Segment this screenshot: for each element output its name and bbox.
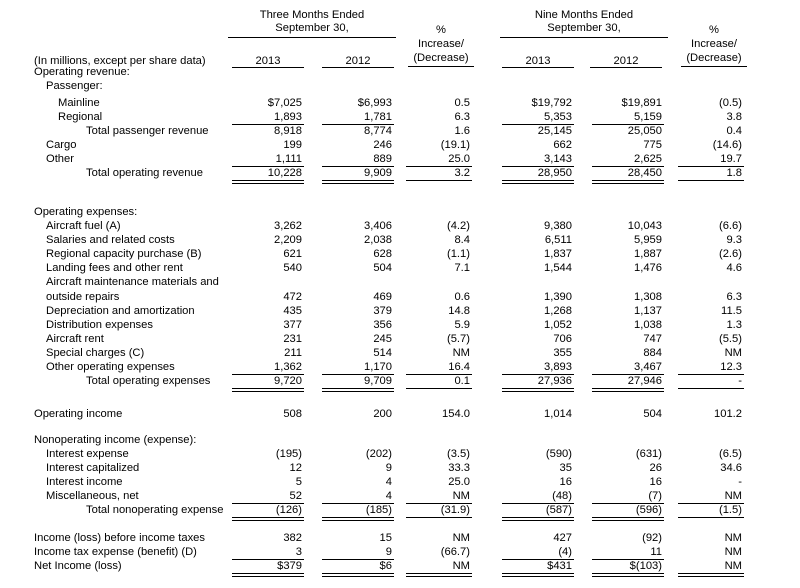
table-cell: 16.4: [448, 361, 470, 373]
row-label: Aircraft fuel (A): [46, 220, 121, 232]
table-cell: 3,262: [274, 220, 302, 232]
table-cell: 9: [385, 462, 392, 474]
table-cell: 540: [283, 262, 302, 274]
single-rule: [406, 180, 472, 181]
single-rule: [678, 388, 744, 389]
table-cell: 9,380: [544, 220, 572, 232]
table-cell: 14.8: [448, 305, 470, 317]
table-cell: (596): [635, 504, 662, 516]
row-label: Interest capitalized: [46, 462, 140, 474]
row-label: Landing fees and other rent: [46, 262, 183, 274]
table-cell: 508: [283, 408, 302, 420]
table-cell: (6.5): [718, 448, 742, 460]
table-cell: 1,544: [544, 262, 572, 274]
table-cell: 15: [379, 532, 392, 544]
row-label: Regional capacity purchase (B): [46, 248, 202, 260]
table-cell: 199: [283, 139, 302, 151]
single-rule: [406, 374, 472, 375]
table-cell: 25,145: [537, 125, 572, 137]
table-cell: NM: [724, 532, 742, 544]
table-cell: NM: [724, 347, 742, 359]
table-cell: 2,209: [274, 234, 302, 246]
single-rule: [502, 559, 574, 560]
table-cell: 9: [385, 546, 392, 558]
row-label: Total operating revenue: [86, 167, 203, 179]
table-cell: 1.3: [726, 319, 742, 331]
row-label: Special charges (C): [46, 347, 145, 359]
single-rule: [406, 503, 472, 504]
table-cell: 356: [373, 319, 392, 331]
table-cell: $7,025: [267, 97, 302, 109]
table-cell: 101.2: [714, 408, 742, 420]
col-rule: [232, 67, 304, 68]
single-rule: [502, 124, 574, 125]
table-cell: 27,946: [627, 375, 662, 387]
table-cell: 6,511: [544, 234, 572, 246]
table-cell: 1,111: [275, 153, 302, 165]
table-cell: 4: [385, 490, 392, 502]
pct-header-line3: (Decrease): [413, 52, 469, 64]
single-rule: [678, 503, 744, 504]
row-label: Operating revenue:: [34, 66, 130, 78]
row-label: Total nonoperating expense: [86, 504, 224, 516]
three-months-rule: [228, 37, 396, 38]
col-2013-3m: 2013: [255, 55, 281, 67]
table-cell: 1,390: [544, 291, 572, 303]
single-rule: [322, 374, 394, 375]
row-label: Other: [46, 153, 74, 165]
single-rule: [232, 559, 304, 560]
table-cell: (195): [275, 448, 302, 460]
pct-header-line2: Increase/: [417, 38, 465, 50]
row-label: Miscellaneous, net: [46, 490, 139, 502]
row-label: Regional: [58, 111, 103, 123]
row-label: Income (loss) before income taxes: [34, 532, 205, 544]
table-cell: (0.5): [718, 97, 742, 109]
single-rule: [406, 388, 472, 389]
nine-months-subheader: September 30,: [547, 22, 621, 34]
table-cell: 10,043: [627, 220, 662, 232]
double-rule: [406, 573, 472, 577]
row-label: Aircraft maintenance materials and: [46, 276, 219, 288]
row-label: Nonoperating income (expense):: [34, 434, 197, 446]
single-rule: [502, 503, 574, 504]
row-label: Aircraft rent: [46, 333, 104, 345]
table-cell: 16: [649, 476, 662, 488]
table-cell: (5.7): [446, 333, 470, 345]
double-rule: [232, 180, 304, 184]
row-label: Operating expenses:: [34, 206, 138, 218]
table-cell: 0.5: [454, 97, 470, 109]
table-cell: 33.3: [448, 462, 470, 474]
double-rule: [322, 573, 394, 577]
table-cell: (631): [635, 448, 662, 460]
table-cell: (1.1): [446, 248, 470, 260]
table-cell: (31.9): [440, 504, 470, 516]
table-cell: 2,625: [634, 153, 662, 165]
table-cell: 472: [283, 291, 302, 303]
table-cell: 382: [283, 532, 302, 544]
row-label: outside repairs: [46, 291, 120, 303]
double-rule: [322, 180, 394, 184]
table-cell: 35: [559, 462, 572, 474]
table-cell: $6: [379, 560, 392, 572]
table-cell: 8,774: [364, 125, 392, 137]
row-label: Operating income: [34, 408, 123, 420]
row-label: Net Income (loss): [34, 560, 122, 572]
row-label: Passenger:: [46, 80, 103, 92]
table-cell: (6.6): [718, 220, 742, 232]
table-cell: 9.3: [726, 234, 742, 246]
row-label: Interest expense: [46, 448, 129, 460]
table-cell: (202): [365, 448, 392, 460]
table-cell: 1,362: [274, 361, 302, 373]
table-cell: 889: [373, 153, 392, 165]
table-cell: 435: [283, 305, 302, 317]
table-cell: 245: [373, 333, 392, 345]
single-rule: [592, 374, 664, 375]
table-cell: 4: [385, 476, 392, 488]
table-cell: (2.6): [718, 248, 742, 260]
col-2013-9m: 2013: [525, 55, 551, 67]
single-rule: [232, 503, 304, 504]
table-cell: 12: [289, 462, 302, 474]
double-rule: [678, 573, 744, 577]
single-rule: [502, 374, 574, 375]
double-rule: [592, 573, 664, 577]
three-months-header: Three Months Ended: [259, 9, 365, 21]
double-rule: [232, 388, 304, 392]
table-cell: 0.1: [454, 375, 470, 387]
table-cell: (14.6): [712, 139, 742, 151]
table-cell: 4.6: [726, 262, 742, 274]
table-cell: NM: [452, 560, 470, 572]
table-cell: (7): [648, 490, 662, 502]
pct-header-rule: [408, 66, 474, 67]
table-cell: 427: [553, 532, 572, 544]
table-cell: 25.0: [448, 153, 470, 165]
table-cell: 6.3: [726, 291, 742, 303]
table-cell: 628: [373, 248, 392, 260]
table-cell: 355: [553, 347, 572, 359]
table-cell: 504: [643, 408, 662, 420]
table-cell: 884: [643, 347, 662, 359]
table-cell: (126): [275, 504, 302, 516]
table-cell: (66.7): [440, 546, 470, 558]
single-rule: [232, 124, 304, 125]
table-cell: $19,792: [531, 97, 572, 109]
row-label: Other operating expenses: [46, 361, 175, 373]
table-cell: (5.5): [718, 333, 742, 345]
table-cell: 1,052: [544, 319, 572, 331]
table-cell: 1,268: [544, 305, 572, 317]
table-cell: NM: [724, 490, 742, 502]
single-rule: [232, 166, 304, 167]
table-cell: NM: [452, 490, 470, 502]
single-rule: [502, 166, 574, 167]
table-cell: 1,137: [634, 305, 662, 317]
table-cell: 25.0: [448, 476, 470, 488]
table-cell: 706: [553, 333, 572, 345]
table-cell: 27,936: [537, 375, 572, 387]
table-cell: 3,143: [544, 153, 572, 165]
col-rule: [502, 67, 574, 68]
table-cell: 28,450: [627, 167, 662, 179]
single-rule: [322, 503, 394, 504]
single-rule: [592, 559, 664, 560]
table-cell: 1.6: [454, 125, 470, 137]
table-cell: 11.5: [721, 305, 742, 317]
double-rule: [502, 573, 574, 577]
single-rule: [406, 166, 472, 167]
row-label: Cargo: [46, 139, 77, 151]
table-cell: 3.8: [726, 111, 742, 123]
table-cell: 1,837: [544, 248, 572, 260]
table-cell: 1,308: [634, 291, 662, 303]
table-cell: (1.5): [718, 504, 742, 516]
row-label: Total passenger revenue: [86, 125, 209, 137]
table-cell: -: [738, 476, 742, 488]
table-cell: 504: [373, 262, 392, 274]
table-cell: $19,891: [621, 97, 662, 109]
double-rule: [322, 388, 394, 392]
table-cell: 3,893: [544, 361, 572, 373]
single-rule: [232, 374, 304, 375]
table-cell: $379: [277, 560, 302, 572]
table-cell: 211: [284, 347, 302, 359]
double-rule: [232, 573, 304, 577]
table-cell: 19.7: [720, 153, 742, 165]
row-label: Income tax expense (benefit) (D): [34, 546, 197, 558]
row-label: Interest income: [46, 476, 123, 488]
table-cell: 16: [559, 476, 572, 488]
single-rule: [322, 559, 394, 560]
row-label: Mainline: [58, 97, 100, 109]
table-cell: 3.2: [454, 167, 470, 179]
table-cell: 621: [283, 248, 302, 260]
row-label: Total operating expenses: [86, 375, 211, 387]
table-cell: (4): [558, 546, 572, 558]
table-cell: $6,993: [357, 97, 392, 109]
table-cell: (587): [545, 504, 572, 516]
table-cell: 10,228: [267, 167, 302, 179]
table-cell: 5,353: [544, 111, 572, 123]
double-rule: [232, 517, 304, 521]
double-rule: [502, 388, 574, 392]
table-cell: NM: [452, 532, 470, 544]
table-cell: (3.5): [446, 448, 470, 460]
table-cell: 379: [373, 305, 392, 317]
table-cell: $431: [547, 560, 572, 572]
table-cell: 52: [289, 490, 302, 502]
table-cell: 5.9: [454, 319, 470, 331]
table-cell: NM: [724, 546, 742, 558]
single-rule: [592, 124, 664, 125]
single-rule: [678, 180, 744, 181]
table-cell: 2,038: [364, 234, 392, 246]
double-rule: [592, 180, 664, 184]
table-cell: 12.3: [720, 361, 742, 373]
double-rule: [592, 517, 664, 521]
col-rule: [322, 67, 394, 68]
table-cell: 26: [649, 462, 662, 474]
three-months-subheader: September 30,: [275, 22, 349, 34]
table-cell: 469: [373, 291, 392, 303]
table-cell: 5,159: [634, 111, 662, 123]
table-cell: (590): [545, 448, 572, 460]
table-cell: 0.4: [726, 125, 742, 137]
single-rule: [322, 166, 394, 167]
single-rule: [592, 503, 664, 504]
table-cell: 9,909: [364, 167, 392, 179]
table-cell: (48): [552, 490, 572, 502]
table-cell: 231: [283, 333, 302, 345]
table-cell: (92): [642, 532, 662, 544]
single-rule: [592, 166, 664, 167]
row-label: Depreciation and amortization: [46, 305, 195, 317]
table-cell: NM: [724, 560, 742, 572]
table-cell: 6.3: [454, 111, 470, 123]
table-cell: 9,709: [364, 375, 392, 387]
single-rule: [678, 517, 744, 518]
table-cell: 246: [373, 139, 392, 151]
table-cell: (185): [365, 504, 392, 516]
table-cell: 1.8: [726, 167, 742, 179]
table-cell: -: [738, 375, 742, 387]
table-cell: 0.6: [454, 291, 470, 303]
col-2012-3m: 2012: [345, 55, 371, 67]
table-cell: 1,170: [364, 361, 392, 373]
row-label: Salaries and related costs: [46, 234, 175, 246]
table-cell: 5,959: [634, 234, 662, 246]
table-cell: 9,720: [274, 375, 302, 387]
table-cell: 7.1: [454, 262, 470, 274]
table-cell: 3: [295, 546, 302, 558]
col-rule: [590, 67, 662, 68]
table-cell: 11: [650, 546, 662, 558]
table-cell: NM: [452, 347, 470, 359]
table-cell: 25,050: [627, 125, 662, 137]
double-rule: [502, 180, 574, 184]
table-cell: 28,950: [537, 167, 572, 179]
nine-months-rule: [500, 37, 668, 38]
units-note: (In millions, except per share data): [34, 55, 206, 67]
single-rule: [406, 517, 472, 518]
pct-header-rule-9m: [681, 66, 747, 67]
table-cell: 8.4: [454, 234, 470, 246]
table-cell: 662: [553, 139, 572, 151]
pct-header-line2-9m: Increase/: [690, 38, 738, 50]
table-cell: 34.6: [720, 462, 742, 474]
table-cell: 1,781: [364, 111, 392, 123]
double-rule: [592, 388, 664, 392]
double-rule: [322, 517, 394, 521]
col-2012-9m: 2012: [613, 55, 639, 67]
table-cell: 3,406: [364, 220, 392, 232]
table-cell: 1,476: [634, 262, 662, 274]
nine-months-header: Nine Months Ended: [534, 9, 634, 21]
row-label: Distribution expenses: [46, 319, 153, 331]
single-rule: [678, 166, 744, 167]
table-cell: 377: [283, 319, 302, 331]
single-rule: [678, 374, 744, 375]
table-cell: 1,887: [634, 248, 662, 260]
pct-header-symbol: %: [436, 24, 446, 36]
table-cell: 1,038: [634, 319, 662, 331]
table-cell: 3,467: [634, 361, 662, 373]
table-cell: 5: [295, 476, 302, 488]
double-rule: [502, 517, 574, 521]
table-cell: $(103): [629, 560, 662, 572]
table-cell: (19.1): [440, 139, 470, 151]
table-cell: 514: [373, 347, 392, 359]
pct-header-line3-9m: (Decrease): [686, 52, 742, 64]
table-cell: (4.2): [446, 220, 470, 232]
table-cell: 154.0: [442, 408, 470, 420]
table-cell: 775: [643, 139, 662, 151]
pct-header-symbol-9m: %: [709, 24, 719, 36]
single-rule: [322, 124, 394, 125]
table-cell: 747: [643, 333, 662, 345]
table-cell: 8,918: [274, 125, 302, 137]
table-cell: 1,893: [274, 111, 302, 123]
table-cell: 1,014: [544, 408, 572, 420]
table-cell: 200: [373, 408, 392, 420]
